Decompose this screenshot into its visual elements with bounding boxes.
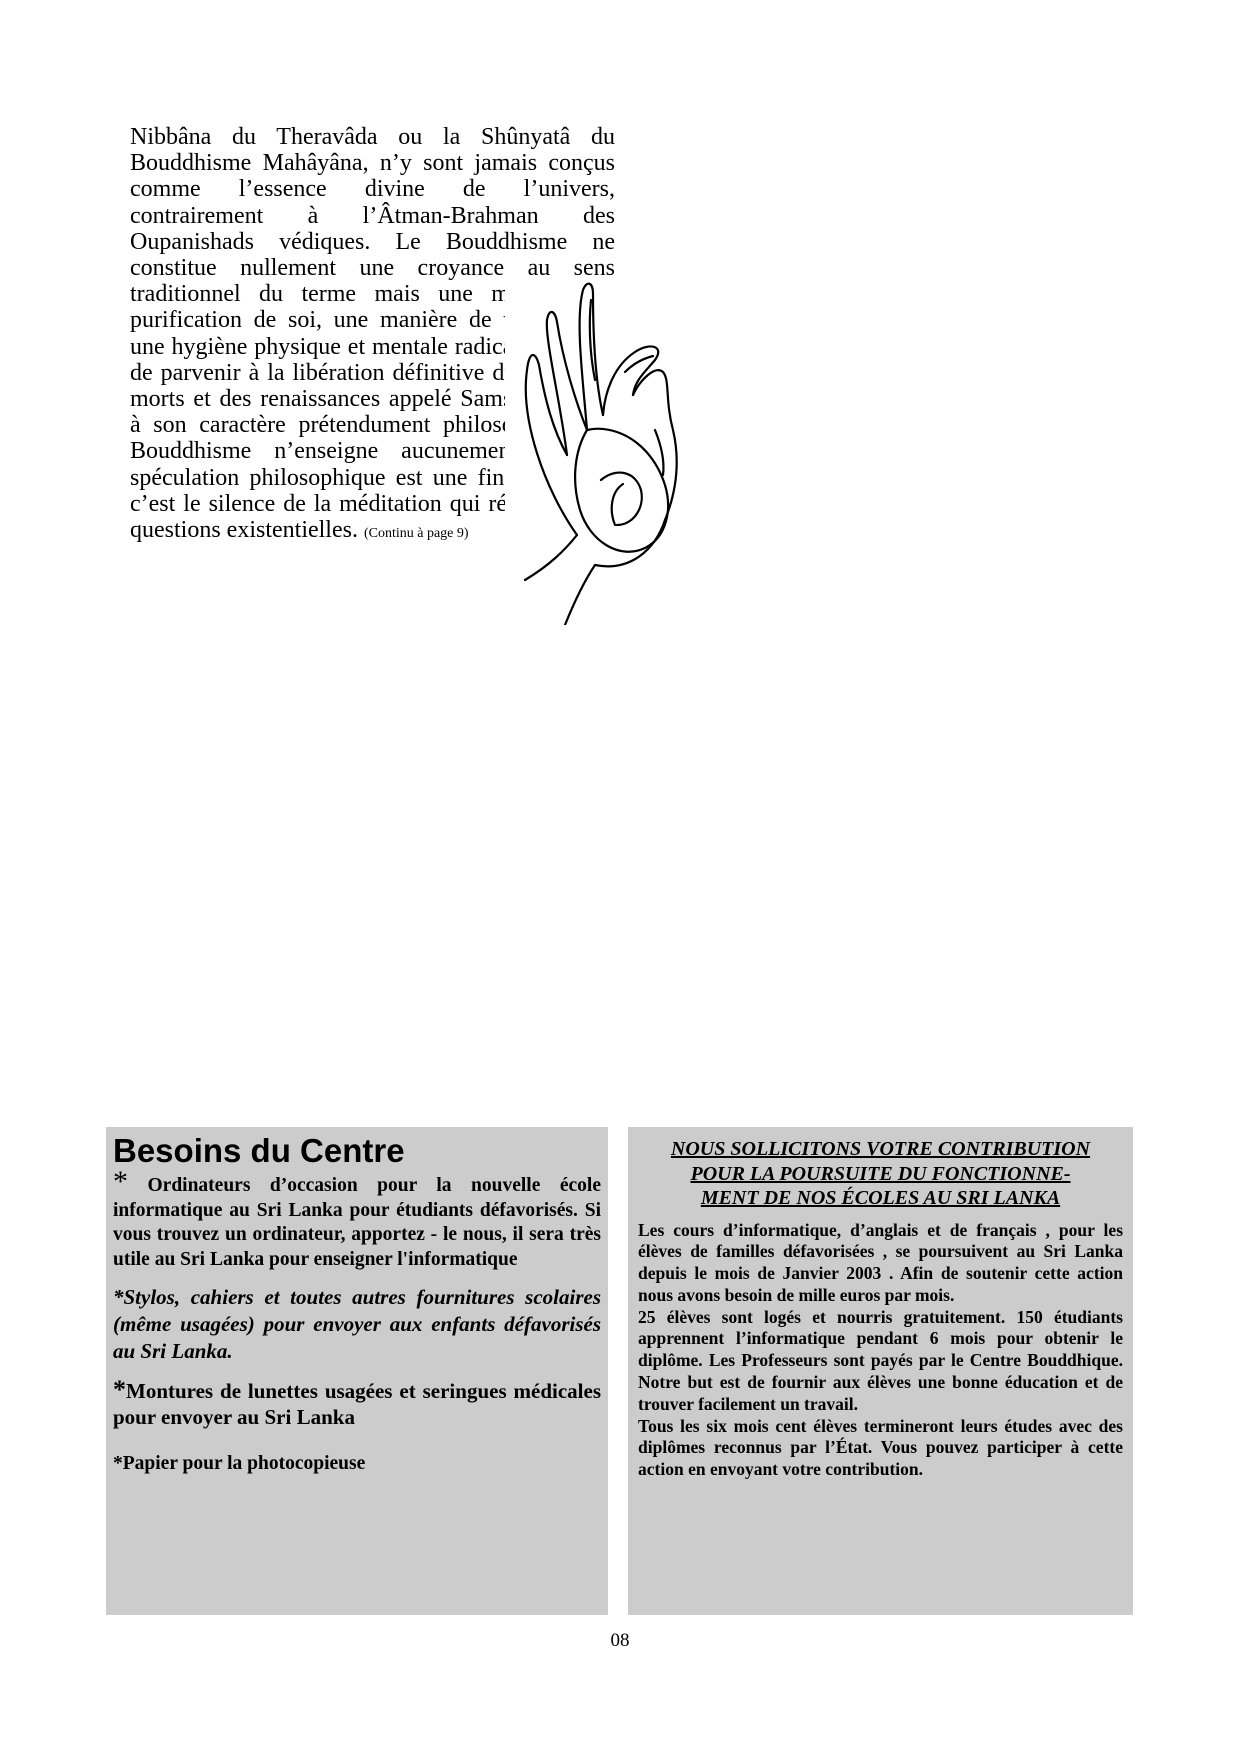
bullet-star: * — [113, 1375, 126, 1404]
contribution-title-line: MENT DE NOS ÉCOLES AU SRI LANKA — [700, 1187, 1061, 1209]
contribution-title-line: NOUS SOLLICITONS VOTRE CONTRIBUTION — [670, 1138, 1091, 1160]
contribution-paragraph: 25 élèves sont logés et nourris gratuitement. 150 étudiants apprennent l’informatique pendant 6 mois pour obtenir le diplôme. Les Professeurs sont payés par le Centre Bouddhique. Notre but est de fournir aux élèves une bonne éducation et de trouver facilement un travail. — [638, 1306, 1123, 1414]
need-text: Ordinateurs d’occasion pour la nouvelle école informatique au Sri Lanka pour étudiants défavorisés. Si vous trouvez un ordinateur, apportez - le nous, il sera très utile au Sri Lanka pour enseigner l'informatique — [113, 1175, 602, 1270]
hand-mudra-icon — [505, 280, 715, 625]
need-text: Montures de lunettes usagées et seringues médicales pour envoyer au Sri Lanka — [113, 1379, 601, 1429]
need-item: *Papier pour la photocopieuse — [113, 1453, 366, 1474]
page-number: 08 — [610, 1630, 630, 1651]
contribution-box — [628, 1127, 1133, 1615]
contribution-title — [638, 1137, 1123, 1211]
article-body: Nibbâna du Theravâda ou la Shûnyatâ du Bouddhisme Mahâyâna, n’y sont jamais conçus comme l’essence divine de l’univers, contrairement à l’Âtman-Brahman des Oupanishads védiques. Le Bouddhisme ne constitue nullement une croyance au sens traditionnel du terme mais une méthode de purification de soi, une manière de vivre selon une hygiène physique et mentale radicale aux fins de parvenir à la libération définitive du cycle des morts et des renaissances appelé Samsâra. Quant à son caractère prétendument philosophique, le Bouddhisme n’enseigne aucunement que la spéculation philosophique est une fin en soi car c’est le silence de la méditation qui répond à nos questions existentielles. — [130, 124, 615, 544]
hand-wrist-line-2 — [565, 565, 595, 625]
contribution-title-line: POUR LA POURSUITE DU FONCTIONNE- — [690, 1162, 1071, 1185]
contribution-paragraph: Les cours d’informatique, d’anglais et de français , pour les élèves de familles défavorisées , se poursuivent au Sri Lanka depuis le mois de Janvier 2003 . Afin de soutenir cette action nous avons besoin de mille euros par mois. — [638, 1219, 1123, 1305]
bullet-star: * — [113, 1165, 128, 1198]
continued-note: (Continu à page 9) — [363, 526, 469, 542]
needs-box — [106, 1127, 608, 1615]
need-item — [113, 1165, 602, 1272]
needs-title: Besoins du Centre — [113, 1132, 405, 1169]
hand-wrist-line — [525, 535, 577, 580]
need-item: *Stylos, cahiers et toutes autres fournitures scolaires (même usagées) pour envoyer aux enfants défavorisés au Sri Lanka. — [113, 1285, 601, 1363]
contribution-paragraph: Tous les six mois cent élèves termineront leurs études avec des diplômes reconnus par l’État. Vous pouvez participer à cette action en envoyant votre contribution. — [638, 1415, 1123, 1480]
need-item — [113, 1377, 601, 1430]
